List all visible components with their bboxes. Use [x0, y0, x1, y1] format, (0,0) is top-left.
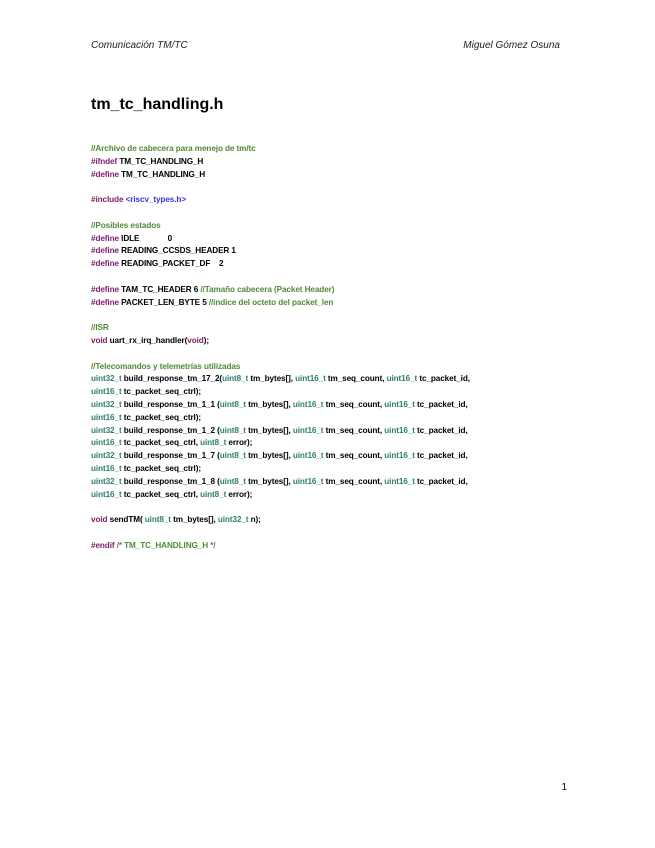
code-comment: //Telecomandos y telemetrías utilizadas — [91, 361, 241, 371]
code-comment: //Archivo de cabecera para menejo de tm/tc — [91, 144, 256, 153]
type: uint16_t — [292, 476, 324, 486]
param: tm_bytes[], — [245, 451, 293, 461]
type: uint32_t — [91, 425, 122, 435]
param: tc_packet_id, — [414, 425, 468, 435]
code-line — [91, 373, 571, 399]
param: tc_packet_seq_ctrl, — [121, 489, 201, 499]
type: uint8_t — [144, 515, 171, 525]
type: uint16_t — [292, 425, 324, 435]
param: tc_packet_seq_ctrl); — [121, 412, 201, 422]
code-line — [91, 233, 571, 246]
code-line — [91, 540, 571, 553]
type: uint16_t — [384, 425, 415, 435]
identifier: READING_PACKET_DF 2 — [118, 259, 224, 269]
type: uint32_t — [217, 515, 249, 525]
code-line — [91, 284, 571, 297]
type: uint8_t — [219, 451, 246, 461]
function-name: build_response_tm_1_7 ( — [121, 451, 220, 461]
identifier: IDLE — [118, 233, 140, 243]
param: tm_seq_count, — [325, 374, 387, 384]
page-title: tm_tc_handling.h — [91, 96, 224, 113]
type: uint32_t — [91, 476, 122, 486]
type: uint8_t — [219, 476, 246, 486]
identifier: PACKET_LEN_BYTE 5 — [118, 297, 207, 307]
code-line — [91, 335, 571, 348]
code-comment: //Posibles estados — [91, 220, 161, 230]
keyword: #define — [91, 233, 119, 243]
keyword: #include — [91, 195, 124, 205]
keyword: #define — [91, 259, 119, 269]
param: tc_packet_id, — [417, 374, 470, 384]
function-name: build_response_tm_1_2 ( — [121, 425, 220, 435]
param: tm_seq_count, — [323, 425, 385, 435]
punctuation: ); — [203, 335, 209, 345]
code-line — [91, 143, 571, 156]
header-left: Comunicación TM/TC — [91, 40, 188, 51]
code-line — [91, 194, 571, 207]
type: uint16_t — [384, 399, 415, 409]
param: tc_packet_id, — [414, 451, 468, 461]
param: error); — [226, 438, 253, 448]
function-name: sendTM( — [107, 515, 145, 525]
type: uint16_t — [91, 412, 122, 422]
code-line — [91, 425, 571, 451]
type: uint16_t — [384, 451, 415, 461]
param: tm_bytes[], — [170, 515, 218, 525]
value: 0 — [139, 233, 173, 243]
type: uint16_t — [292, 451, 324, 461]
code-line — [91, 450, 571, 476]
type: uint16_t — [91, 438, 122, 448]
param: n); — [248, 515, 261, 525]
type: uint8_t — [200, 489, 227, 499]
code-comment: /* TM_TC_HANDLING_H */ — [114, 540, 216, 550]
type: uint16_t — [91, 387, 122, 397]
code-line — [91, 399, 571, 425]
type: uint16_t — [91, 463, 122, 473]
keyword: void — [91, 515, 108, 525]
keyword: #define — [91, 246, 119, 256]
include-path: <riscv_types.h> — [123, 195, 186, 205]
type: uint32_t — [91, 451, 122, 461]
header-right: Miguel Gómez Osuna — [463, 40, 560, 51]
type: uint8_t — [222, 374, 249, 384]
code-line — [91, 220, 571, 233]
param: tc_packet_seq_ctrl, — [121, 438, 201, 448]
type: uint8_t — [219, 425, 246, 435]
page-number: 1 — [561, 782, 567, 793]
keyword: void — [187, 335, 204, 345]
identifier: TM_TC_HANDLING_H — [118, 169, 206, 179]
keyword: #endif — [91, 540, 115, 550]
param: tc_packet_seq_ctrl); — [121, 463, 201, 473]
type: uint16_t — [384, 476, 415, 486]
param: tm_seq_count, — [323, 451, 385, 461]
identifier: TAM_TC_HEADER 6 — [118, 284, 199, 294]
type: uint16_t — [295, 374, 326, 384]
code-line — [91, 361, 571, 374]
param: tm_bytes[], — [245, 399, 293, 409]
code-line — [91, 322, 571, 335]
keyword: void — [91, 335, 108, 345]
identifier: READING_CCSDS_HEADER 1 — [118, 246, 236, 256]
code-line — [91, 245, 571, 258]
param: error); — [226, 489, 253, 499]
keyword: #define — [91, 169, 119, 179]
param: tm_seq_count, — [323, 399, 385, 409]
param: tc_packet_id, — [414, 399, 468, 409]
param: tc_packet_seq_ctrl); — [121, 387, 201, 397]
identifier: TM_TC_HANDLING_H — [117, 156, 204, 166]
keyword: #define — [91, 284, 119, 294]
type: uint16_t — [386, 374, 418, 384]
code-line — [91, 258, 571, 271]
code-block — [91, 143, 571, 553]
function-name: uart_rx_irq_handler( — [107, 335, 188, 345]
code-line — [91, 514, 571, 527]
param: tm_seq_count, — [323, 476, 385, 486]
code-line — [91, 169, 571, 182]
type: uint32_t — [91, 374, 122, 384]
param: tc_packet_id, — [414, 476, 468, 486]
code-line — [91, 156, 571, 169]
code-line — [91, 476, 571, 502]
param: tm_bytes[], — [248, 374, 296, 384]
type: uint8_t — [219, 399, 246, 409]
type: uint16_t — [292, 399, 324, 409]
type: uint8_t — [200, 438, 227, 448]
code-line — [91, 297, 571, 310]
param: tm_bytes[], — [245, 476, 293, 486]
function-name: build_response_tm_1_8 ( — [121, 476, 220, 486]
keyword: #define — [91, 297, 119, 307]
keyword: #ifndef — [91, 156, 118, 166]
type: uint32_t — [91, 399, 122, 409]
code-comment: //índice del octeto del packet_len — [206, 297, 334, 307]
type: uint16_t — [91, 489, 122, 499]
param: tm_bytes[], — [245, 425, 293, 435]
code-comment: //Tamaño cabecera (Packet Header) — [198, 284, 335, 294]
function-name: build_response_tm_17_2( — [121, 374, 223, 384]
function-name: build_response_tm_1_1 ( — [121, 399, 220, 409]
code-comment: //ISR — [91, 323, 109, 333]
